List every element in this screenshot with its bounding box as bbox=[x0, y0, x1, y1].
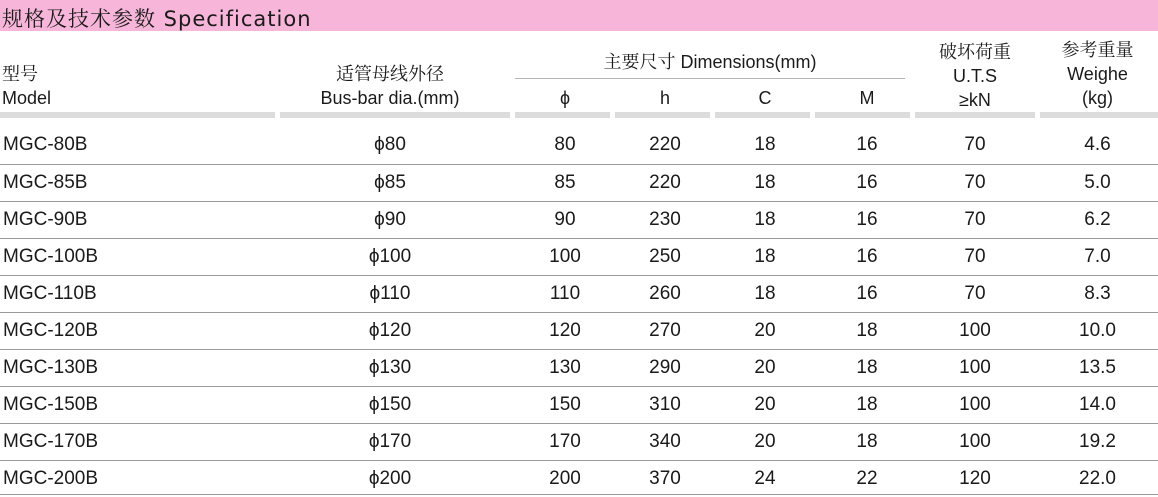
header-dimensions: 主要尺寸 Dimensions(mm) bbox=[603, 52, 817, 72]
cell-weight: 14.0 bbox=[1079, 394, 1116, 415]
cell-busbar-dia: ϕ85 bbox=[374, 172, 406, 193]
cell-busbar-dia: ϕ80 bbox=[374, 134, 406, 155]
cell-model: MGC-200B bbox=[3, 468, 99, 489]
cell-model: MGC-85B bbox=[3, 172, 88, 193]
cell-uts: 100 bbox=[959, 357, 991, 378]
header-model-en: Model bbox=[2, 88, 52, 108]
header-separator bbox=[715, 112, 810, 118]
cell-dim-phi: 200 bbox=[549, 468, 581, 489]
header-uts-en: U.T.S bbox=[952, 66, 997, 86]
header-weight-cn: 参考重量 bbox=[1061, 40, 1134, 60]
cell-busbar-dia: ϕ120 bbox=[368, 320, 412, 341]
cell-dim-c: 18 bbox=[754, 246, 776, 267]
cell-dim-h: 220 bbox=[649, 172, 681, 193]
table-row bbox=[0, 312, 1158, 349]
header-separator bbox=[615, 112, 710, 118]
header-dim-phi: ϕ bbox=[559, 88, 571, 108]
cell-busbar-dia: ϕ130 bbox=[368, 357, 412, 378]
table-row bbox=[0, 460, 1158, 497]
cell-dim-phi: 120 bbox=[549, 320, 581, 341]
cell-dim-phi: 130 bbox=[549, 357, 581, 378]
cell-dim-phi: 150 bbox=[549, 394, 581, 415]
cell-model: MGC-120B bbox=[3, 320, 99, 341]
cell-dim-h: 220 bbox=[649, 134, 681, 155]
header-separator bbox=[0, 112, 275, 118]
page-title: 规格及技术参数 Specification bbox=[2, 7, 312, 31]
cell-busbar-dia: ϕ100 bbox=[368, 246, 412, 267]
cell-dim-phi: 85 bbox=[554, 172, 576, 193]
title-bar bbox=[0, 0, 1158, 31]
cell-dim-h: 370 bbox=[649, 468, 681, 489]
cell-dim-phi: 80 bbox=[554, 134, 576, 155]
table-row bbox=[0, 275, 1158, 312]
cell-weight: 13.5 bbox=[1079, 357, 1116, 378]
table-row bbox=[0, 126, 1158, 163]
cell-uts: 120 bbox=[959, 468, 991, 489]
header-dim-h: h bbox=[659, 88, 670, 108]
cell-dim-c: 20 bbox=[754, 394, 776, 415]
cell-model: MGC-80B bbox=[3, 134, 88, 155]
cell-weight: 4.6 bbox=[1084, 134, 1111, 155]
cell-dim-c: 18 bbox=[754, 209, 776, 230]
cell-dim-h: 290 bbox=[649, 357, 681, 378]
cell-dim-c: 18 bbox=[754, 172, 776, 193]
cell-dim-m: 16 bbox=[856, 283, 878, 304]
cell-dim-c: 20 bbox=[754, 431, 776, 452]
cell-model: MGC-150B bbox=[3, 394, 99, 415]
cell-dim-phi: 90 bbox=[554, 209, 576, 230]
table-row bbox=[0, 423, 1158, 460]
cell-uts: 70 bbox=[964, 209, 986, 230]
cell-dim-phi: 100 bbox=[549, 246, 581, 267]
cell-model: MGC-130B bbox=[3, 357, 99, 378]
header-model-cn: 型号 bbox=[2, 64, 38, 84]
cell-dim-m: 16 bbox=[856, 172, 878, 193]
cell-weight: 5.0 bbox=[1084, 172, 1111, 193]
cell-weight: 7.0 bbox=[1084, 246, 1111, 267]
header-separator bbox=[815, 112, 910, 118]
cell-weight: 6.2 bbox=[1084, 209, 1111, 230]
cell-dim-h: 270 bbox=[649, 320, 681, 341]
cell-dim-phi: 170 bbox=[549, 431, 581, 452]
cell-dim-c: 20 bbox=[754, 320, 776, 341]
header-weight-unit: (kg) bbox=[1082, 88, 1113, 108]
cell-weight: 10.0 bbox=[1079, 320, 1116, 341]
cell-model: MGC-100B bbox=[3, 246, 99, 267]
header-weight-en: Weighe bbox=[1067, 64, 1128, 84]
cell-dim-h: 250 bbox=[649, 246, 681, 267]
header-dim-m: M bbox=[859, 88, 875, 108]
cell-dim-m: 18 bbox=[856, 320, 878, 341]
table-row bbox=[0, 238, 1158, 275]
cell-dim-m: 18 bbox=[856, 394, 878, 415]
table-row bbox=[0, 386, 1158, 423]
cell-uts: 100 bbox=[959, 431, 991, 452]
cell-uts: 70 bbox=[964, 246, 986, 267]
cell-dim-c: 18 bbox=[754, 134, 776, 155]
row-divider bbox=[0, 494, 1158, 495]
cell-model: MGC-90B bbox=[3, 209, 88, 230]
cell-dim-c: 24 bbox=[754, 468, 776, 489]
cell-dim-m: 16 bbox=[856, 246, 878, 267]
cell-busbar-dia: ϕ200 bbox=[368, 468, 412, 489]
header-separator bbox=[915, 112, 1035, 118]
cell-busbar-dia: ϕ170 bbox=[368, 431, 412, 452]
cell-busbar-dia: ϕ110 bbox=[369, 283, 411, 304]
header-uts-unit: ≥kN bbox=[959, 90, 991, 110]
cell-uts: 100 bbox=[959, 320, 991, 341]
cell-dim-h: 230 bbox=[649, 209, 681, 230]
table-row bbox=[0, 349, 1158, 386]
cell-uts: 70 bbox=[964, 172, 986, 193]
cell-dim-m: 16 bbox=[856, 209, 878, 230]
cell-dim-m: 18 bbox=[856, 431, 878, 452]
cell-uts: 70 bbox=[964, 283, 986, 304]
cell-model: MGC-110B bbox=[3, 283, 97, 304]
dimensions-rule bbox=[515, 78, 905, 79]
cell-dim-h: 310 bbox=[649, 394, 681, 415]
cell-busbar-dia: ϕ90 bbox=[374, 209, 406, 230]
header-uts-cn: 破坏荷重 bbox=[939, 42, 1011, 62]
header-separator bbox=[515, 112, 610, 118]
header-busbar-cn: 适管母线外径 bbox=[336, 64, 444, 84]
cell-dim-h: 260 bbox=[649, 283, 681, 304]
cell-dim-phi: 110 bbox=[549, 283, 581, 304]
cell-dim-m: 22 bbox=[856, 468, 878, 489]
cell-weight: 19.2 bbox=[1079, 431, 1116, 452]
cell-uts: 100 bbox=[959, 394, 991, 415]
header-separator bbox=[1040, 112, 1158, 118]
cell-uts: 70 bbox=[964, 134, 986, 155]
cell-dim-m: 18 bbox=[856, 357, 878, 378]
cell-model: MGC-170B bbox=[3, 431, 99, 452]
cell-busbar-dia: ϕ150 bbox=[368, 394, 412, 415]
cell-dim-c: 18 bbox=[754, 283, 776, 304]
header-separator bbox=[280, 112, 510, 118]
cell-weight: 22.0 bbox=[1079, 468, 1116, 489]
cell-dim-h: 340 bbox=[649, 431, 681, 452]
table-row bbox=[0, 201, 1158, 238]
table-row bbox=[0, 164, 1158, 201]
header-busbar-en: Bus-bar dia.(mm) bbox=[320, 88, 460, 108]
header-dim-c: C bbox=[758, 88, 772, 108]
cell-weight: 8.3 bbox=[1084, 283, 1111, 304]
cell-dim-c: 20 bbox=[754, 357, 776, 378]
cell-dim-m: 16 bbox=[856, 134, 878, 155]
